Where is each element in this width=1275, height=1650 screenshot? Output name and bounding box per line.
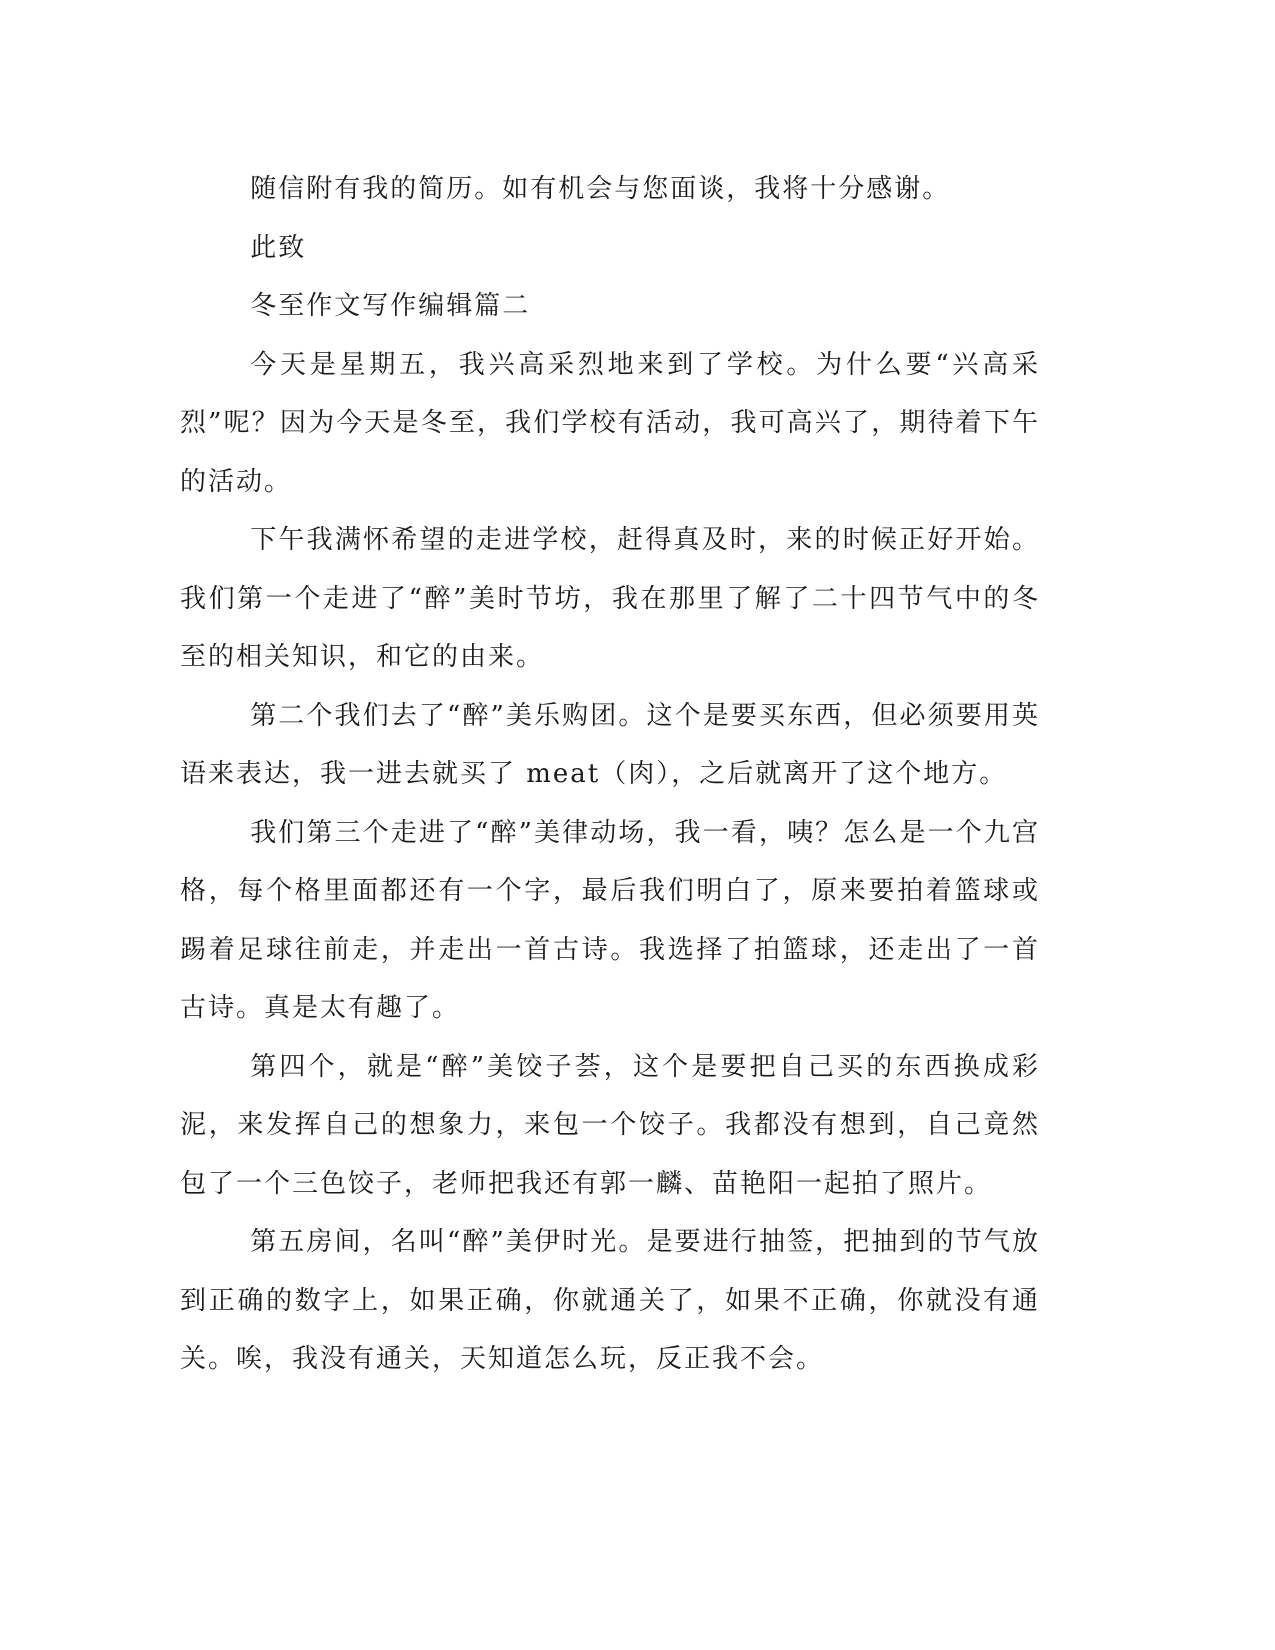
- paragraph-third-room: 我们第三个走进了“醉”美律动场，我一看，咦？怎么是一个九宫格，每个格里面都还有一个字，最后我们明白了，原来要拍着篮球或踢着足球往前走，并走出一首古诗。我选择了拍篮球，还走出了一首古诗。真是太有趣了。: [180, 817, 1040, 1023]
- paragraph-first-room: 下午我满怀希望的走进学校，赶得真及时，来的时候正好开始。我们第一个走进了“醉”美时节坊，我在那里了解了二十四节气中的冬至的相关知识，和它的由来。: [180, 525, 1040, 672]
- closing-sentence: 随信附有我的简历。如有机会与您面谈，我将十分感谢。: [250, 174, 951, 204]
- paragraph-second-room: 第二个我们去了“醉”美乐购团。这个是要买东西，但必须要用英语来表达，我一进去就买了 meat（肉），之后就离开了这个地方。: [180, 700, 1040, 789]
- paragraph-intro: 今天是星期五，我兴高采烈地来到了学校。为什么要“兴高采烈”呢？因为今天是冬至，我们学校有活动，我可高兴了，期待着下午的活动。: [180, 349, 1040, 497]
- paragraph-fourth-room: 第四个，就是“醉”美饺子荟，这个是要把自己买的东西换成彩泥，来发挥自己的想象力，来包一个饺子。我都没有想到，自己竟然包了一个三色饺子，老师把我还有郭一麟、苗艳阳一起拍了照片。: [180, 1051, 1040, 1199]
- salutation: 此致: [250, 232, 307, 263]
- section-heading: 冬至作文写作编辑篇二: [250, 291, 531, 321]
- document-body: [180, 160, 1040, 1389]
- paragraph-fifth-room: 第五房间，名叫“醉”美伊时光。是要进行抽签，把抽到的节气放到正确的数字上，如果正确，你就通关了，如果不正确，你就没有通关。唉，我没有通关，天知道怎么玩，反正我不会。: [180, 1227, 1040, 1374]
